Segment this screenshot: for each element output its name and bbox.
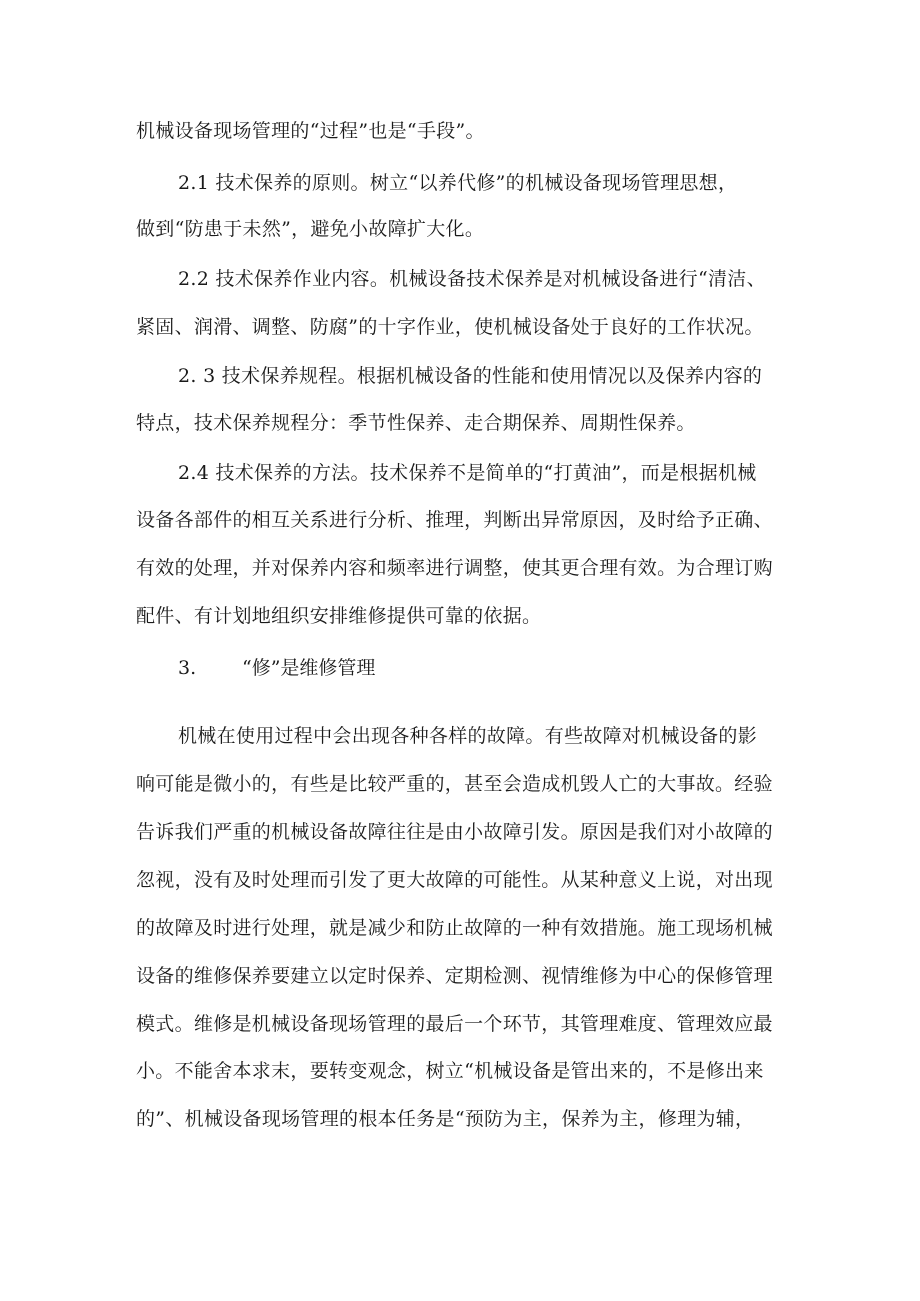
paragraph-line: 的”、机械设备现场管理的根本任务是“预防为主，保养为主，修理为辅，	[136, 1108, 755, 1130]
paragraph-line: 有效的处理，并对保养内容和频率进行调整，使其更合理有效。为合理订购	[136, 557, 773, 579]
section-number: 3.	[178, 657, 197, 679]
paragraph-line: 2. 3 技术保养规程。根据机械设备的性能和使用情况以及保养内容的	[178, 365, 763, 387]
paragraph-line: 2.1 技术保养的原则。树立“以养代修”的机械设备现场管理思想，	[178, 172, 738, 194]
paragraph-line: 2.4 技术保养的方法。技术保养不是简单的“打黄油”，而是根据机械	[178, 462, 757, 484]
paragraph-line: 小。不能舍本求末，要转变观念，树立“机械设备是管出来的，不是修出来	[136, 1060, 764, 1082]
paragraph-line: 告诉我们严重的机械设备故障往往是由小故障引发。原因是我们对小故障的	[136, 821, 773, 843]
paragraph-line: 模式。维修是机械设备现场管理的最后一个环节，其管理难度、管理效应最	[136, 1013, 773, 1035]
paragraph-line: 响可能是微小的，有些是比较严重的，甚至会造成机毁人亡的大事故。经验	[136, 773, 773, 795]
paragraph-line: 设备各部件的相互关系进行分析、推理，判断出异常原因，及时给予正确、	[136, 509, 773, 531]
paragraph-line: 紧固、润滑、调整、防腐”的十字作业，使机械设备处于良好的工作状况。	[136, 316, 764, 338]
paragraph-line: 做到“防患于未然”，避免小故障扩大化。	[136, 218, 485, 240]
section-title: “修”是维修管理	[242, 657, 376, 679]
paragraph-line: 特点，技术保养规程分：季节性保养、走合期保养、周期性保养。	[136, 412, 696, 434]
paragraph-line: 的故障及时进行处理，就是减少和防止故障的一种有效措施。施工现场机械	[136, 917, 773, 939]
paragraph-line: 忽视，没有及时处理而引发了更大故障的可能性。从某种意义上说，对出现	[136, 869, 773, 891]
paragraph-line: 配件、有计划地组织安排维修提供可靠的依据。	[136, 605, 542, 627]
paragraph-line: 机械在使用过程中会出现各种各样的故障。有些故障对机械设备的影	[178, 725, 758, 747]
paragraph-line: 机械设备现场管理的“过程”也是“手段”。	[136, 120, 485, 142]
paragraph-line: 2.2 技术保养作业内容。机械设备技术保养是对机械设备进行“清洁、	[178, 268, 766, 290]
paragraph-line: 设备的维修保养要建立以定时保养、定期检测、视情维修为中心的保修管理	[136, 965, 773, 987]
